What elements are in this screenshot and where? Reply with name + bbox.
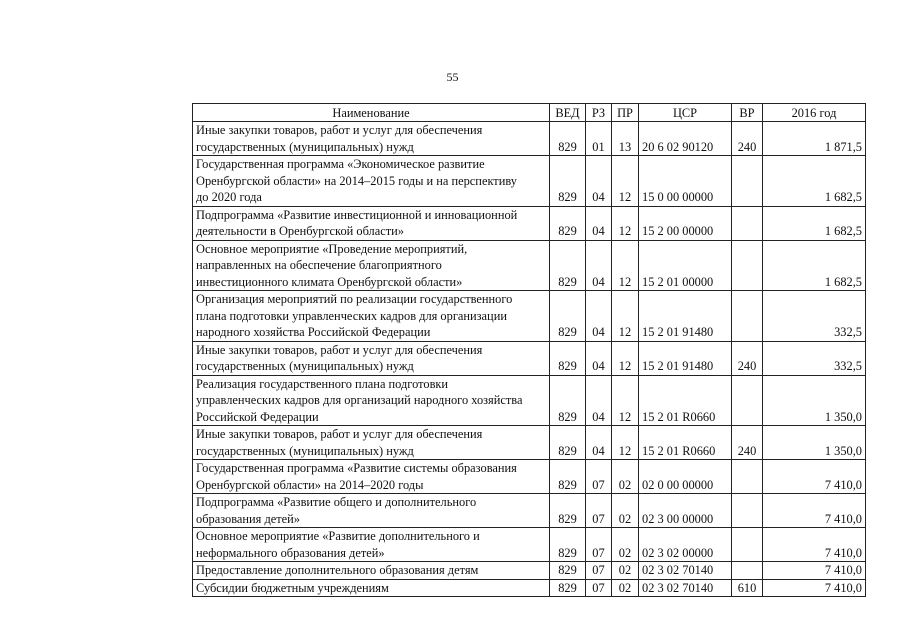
name-line: деятельности в Оренбургской области» — [196, 224, 404, 238]
name-line: управленческих кадров для организаций народного хозяйства — [196, 393, 523, 407]
cell-pr: 12 — [612, 375, 639, 426]
cell-vr — [732, 494, 763, 528]
cell-ved: 829 — [550, 206, 586, 240]
name-line: Предоставление дополнительного образования детям — [196, 563, 479, 577]
header-year: 2016 год — [763, 104, 866, 122]
name-line: образования детей» — [196, 511, 301, 526]
cell-pr: 02 — [612, 494, 639, 528]
header-rz: РЗ — [586, 104, 612, 122]
table-header-row — [193, 104, 866, 122]
table-row — [193, 562, 866, 580]
table-row — [193, 375, 866, 426]
cell-vr — [732, 156, 763, 207]
cell-amount: 1 871,5 — [763, 122, 866, 156]
table-row — [193, 460, 866, 494]
header-pr: ПР — [612, 104, 639, 122]
cell-amount: 1 682,5 — [763, 156, 866, 207]
table-row — [193, 156, 866, 207]
cell-amount: 332,5 — [763, 291, 866, 342]
cell-pr: 12 — [612, 156, 639, 207]
table-row — [193, 206, 866, 240]
table-row — [193, 122, 866, 156]
cell-pr: 12 — [612, 206, 639, 240]
cell-vr — [732, 528, 763, 562]
name-line: государственных (муниципальных) нужд — [196, 443, 414, 458]
name-line: Иные закупки товаров, работ и услуг для обеспечения — [196, 427, 483, 441]
cell-rz: 04 — [586, 341, 612, 375]
cell-name — [193, 341, 550, 375]
cell-vr — [732, 460, 763, 494]
cell-pr: 02 — [612, 562, 639, 580]
cell-name — [193, 240, 550, 291]
name-line: Государственная программа «Экономическое развитие — [196, 157, 485, 171]
name-line: Российской Федерации — [196, 409, 319, 424]
header-ved: ВЕД — [550, 104, 586, 122]
table-row — [193, 494, 866, 528]
cell-amount: 7 410,0 — [763, 579, 866, 597]
cell-vr — [732, 291, 763, 342]
table-row — [193, 341, 866, 375]
cell-vr: 240 — [732, 426, 763, 460]
name-line: Реализация государственного плана подготовки — [196, 376, 449, 391]
cell-vr — [732, 240, 763, 291]
cell-vr: 240 — [732, 341, 763, 375]
cell-rz: 07 — [586, 579, 612, 597]
cell-amount: 1 350,0 — [763, 426, 866, 460]
cell-vr — [732, 206, 763, 240]
cell-rz: 07 — [586, 494, 612, 528]
table-row — [193, 240, 866, 291]
table-row — [193, 291, 866, 342]
cell-vr: 240 — [732, 122, 763, 156]
cell-amount: 332,5 — [763, 341, 866, 375]
cell-pr: 12 — [612, 426, 639, 460]
cell-rz: 04 — [586, 426, 612, 460]
cell-vr: 610 — [732, 579, 763, 597]
cell-ved: 829 — [550, 494, 586, 528]
cell-rz: 04 — [586, 206, 612, 240]
name-line: государственных (муниципальных) нужд — [196, 139, 414, 154]
cell-csr: 02 3 00 00000 — [639, 494, 732, 528]
cell-ved: 829 — [550, 291, 586, 342]
name-line: до 2020 года — [196, 190, 262, 204]
cell-name — [193, 460, 550, 494]
name-line: Основное мероприятие «Проведение мероприятий, — [196, 241, 468, 256]
cell-rz: 07 — [586, 562, 612, 580]
cell-amount: 7 410,0 — [763, 562, 866, 580]
cell-rz: 01 — [586, 122, 612, 156]
cell-ved: 829 — [550, 240, 586, 291]
name-line: Организация мероприятий по реализации государственного — [196, 292, 513, 306]
cell-name — [193, 579, 550, 597]
cell-ved: 829 — [550, 460, 586, 494]
cell-csr: 02 3 02 00000 — [639, 528, 732, 562]
table-body — [193, 122, 866, 597]
cell-pr: 02 — [612, 460, 639, 494]
cell-csr: 15 0 00 00000 — [639, 156, 732, 207]
cell-pr: 12 — [612, 240, 639, 291]
cell-ved: 829 — [550, 375, 586, 426]
name-line: Государственная программа «Развитие системы образования — [196, 461, 517, 475]
cell-name — [193, 528, 550, 562]
cell-csr: 02 3 02 70140 — [639, 579, 732, 597]
cell-csr: 15 2 01 91480 — [639, 291, 732, 342]
cell-ved: 829 — [550, 579, 586, 597]
cell-csr: 02 0 00 00000 — [639, 460, 732, 494]
cell-name — [193, 206, 550, 240]
cell-rz: 04 — [586, 156, 612, 207]
cell-csr: 15 2 01 00000 — [639, 240, 732, 291]
name-line: Субсидии бюджетным учреждениям — [196, 580, 389, 595]
name-line: государственных (муниципальных) нужд — [196, 359, 414, 373]
cell-ved: 829 — [550, 528, 586, 562]
cell-name — [193, 426, 550, 460]
cell-ved: 829 — [550, 156, 586, 207]
cell-amount: 1 682,5 — [763, 206, 866, 240]
cell-ved: 829 — [550, 426, 586, 460]
cell-rz: 07 — [586, 460, 612, 494]
cell-pr: 13 — [612, 122, 639, 156]
cell-vr — [732, 375, 763, 426]
cell-amount: 1 350,0 — [763, 375, 866, 426]
name-line: Иные закупки товаров, работ и услуг для обеспечения — [196, 123, 483, 137]
name-line: инвестиционного климата Оренбургской области» — [196, 274, 463, 289]
cell-csr: 15 2 01 R0660 — [639, 426, 732, 460]
cell-name — [193, 375, 550, 426]
name-line: народного хозяйства Российской Федерации — [196, 325, 431, 339]
cell-pr: 02 — [612, 579, 639, 597]
name-line: Оренбургской области» на 2014–2015 годы и на перспективу — [196, 173, 517, 188]
cell-name — [193, 562, 550, 580]
cell-rz: 04 — [586, 375, 612, 426]
cell-ved: 829 — [550, 122, 586, 156]
table-row — [193, 579, 866, 597]
cell-csr: 20 6 02 90120 — [639, 122, 732, 156]
cell-amount: 7 410,0 — [763, 494, 866, 528]
cell-name — [193, 156, 550, 207]
cell-ved: 829 — [550, 341, 586, 375]
cell-vr — [732, 562, 763, 580]
name-line: плана подготовки управленческих кадров для организации — [196, 308, 507, 323]
cell-csr: 02 3 02 70140 — [639, 562, 732, 580]
name-line: Подпрограмма «Развитие общего и дополнительного — [196, 495, 477, 509]
cell-csr: 15 2 00 00000 — [639, 206, 732, 240]
page-number: 55 — [446, 70, 459, 84]
cell-pr: 02 — [612, 528, 639, 562]
name-line: Иные закупки товаров, работ и услуг для обеспечения — [196, 342, 483, 357]
header-csr: ЦСР — [639, 104, 732, 122]
header-vr: ВР — [732, 104, 763, 122]
cell-csr: 15 2 01 R0660 — [639, 375, 732, 426]
budget-table — [192, 103, 866, 597]
name-line: Оренбургской области» на 2014–2020 годы — [196, 477, 424, 492]
name-line: направленных на обеспечение благоприятного — [196, 258, 442, 272]
cell-amount: 7 410,0 — [763, 460, 866, 494]
header-name: Наименование — [193, 104, 550, 122]
cell-amount: 7 410,0 — [763, 528, 866, 562]
name-line: Основное мероприятие «Развитие дополнительного и — [196, 529, 480, 543]
cell-rz: 04 — [586, 240, 612, 291]
cell-amount: 1 682,5 — [763, 240, 866, 291]
cell-ved: 829 — [550, 562, 586, 580]
cell-name — [193, 122, 550, 156]
cell-pr: 12 — [612, 341, 639, 375]
name-line: неформального образования детей» — [196, 545, 385, 560]
cell-rz: 07 — [586, 528, 612, 562]
table-row — [193, 426, 866, 460]
cell-name — [193, 291, 550, 342]
cell-pr: 12 — [612, 291, 639, 342]
cell-name — [193, 494, 550, 528]
table-row — [193, 528, 866, 562]
cell-rz: 04 — [586, 291, 612, 342]
cell-csr: 15 2 01 91480 — [639, 341, 732, 375]
name-line: Подпрограмма «Развитие инвестиционной и инновационной — [196, 207, 518, 222]
